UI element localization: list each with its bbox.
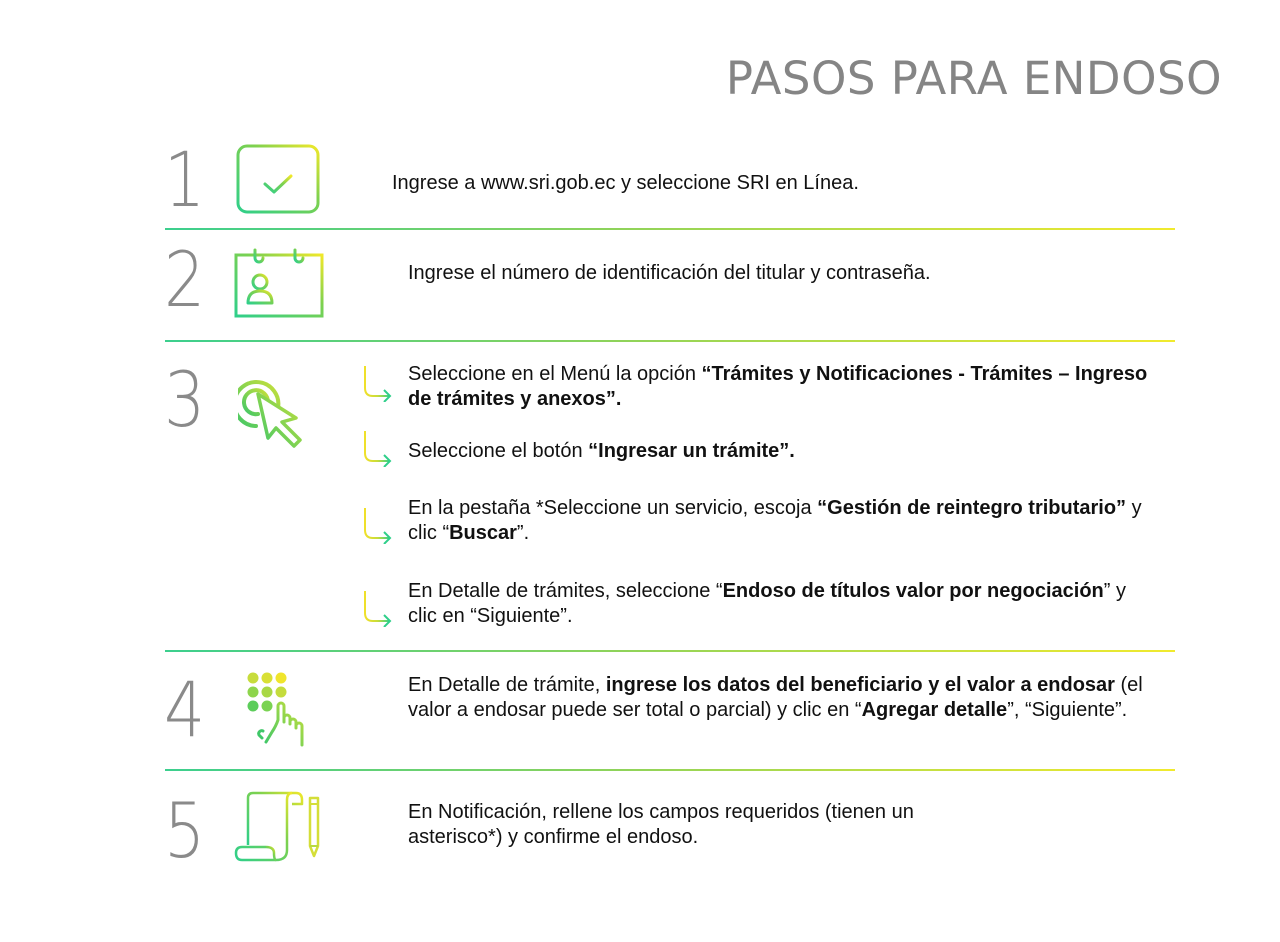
cursor-click-icon [238, 372, 320, 457]
substep-3-1-text: Seleccione en el Menú la opción “Trámites y Notificaciones - Trámites – Ingreso de trámites y anexos”. [408, 363, 1148, 410]
step-1-text: Ingrese a www.sri.gob.ec y seleccione SRI en Línea. [392, 172, 859, 194]
step-4-text: En Detalle de trámite, ingrese los datos del beneficiario y el valor a endosar (el valor a endosar puede ser total o parcial) y clic en “Agregar detalle”, “Siguiente”. [408, 674, 1143, 721]
arrow-icon [360, 362, 394, 402]
step-2-text: Ingrese el número de identificación del titular y contraseña. [408, 262, 931, 284]
substep-3-3-text: En la pestaña *Seleccione un servicio, escoja “Gestión de reintegro tributario” y clic “Buscar”. [408, 497, 1142, 544]
id-card-icon [233, 247, 325, 324]
keypad-touch-icon [244, 670, 316, 753]
step-number-1: 1 [164, 135, 204, 224]
arrow-icon [360, 587, 394, 627]
step-number-4: 4 [164, 665, 204, 754]
divider [165, 228, 1175, 230]
scroll-pencil-icon [234, 790, 326, 869]
divider [165, 650, 1175, 652]
substep-3-4-text: En Detalle de trámites, seleccione “Endoso de títulos valor por negociación” y clic en “Siguiente”. [408, 580, 1126, 627]
step-5-text: En Notificación, rellene los campos requeridos (tienen un asterisco*) y confirme el endoso. [408, 801, 914, 848]
divider [165, 340, 1175, 342]
page-title: PASOS PARA ENDOSO [725, 52, 1222, 105]
step-number-2: 2 [164, 235, 204, 324]
arrow-icon [360, 504, 394, 544]
step-number-3: 3 [164, 355, 204, 444]
arrow-icon [360, 427, 394, 467]
browser-check-icon [236, 144, 320, 219]
substep-3-2-text: Seleccione el botón “Ingresar un trámite”. [408, 440, 795, 462]
divider [165, 769, 1175, 771]
step-number-5: 5 [164, 786, 204, 875]
